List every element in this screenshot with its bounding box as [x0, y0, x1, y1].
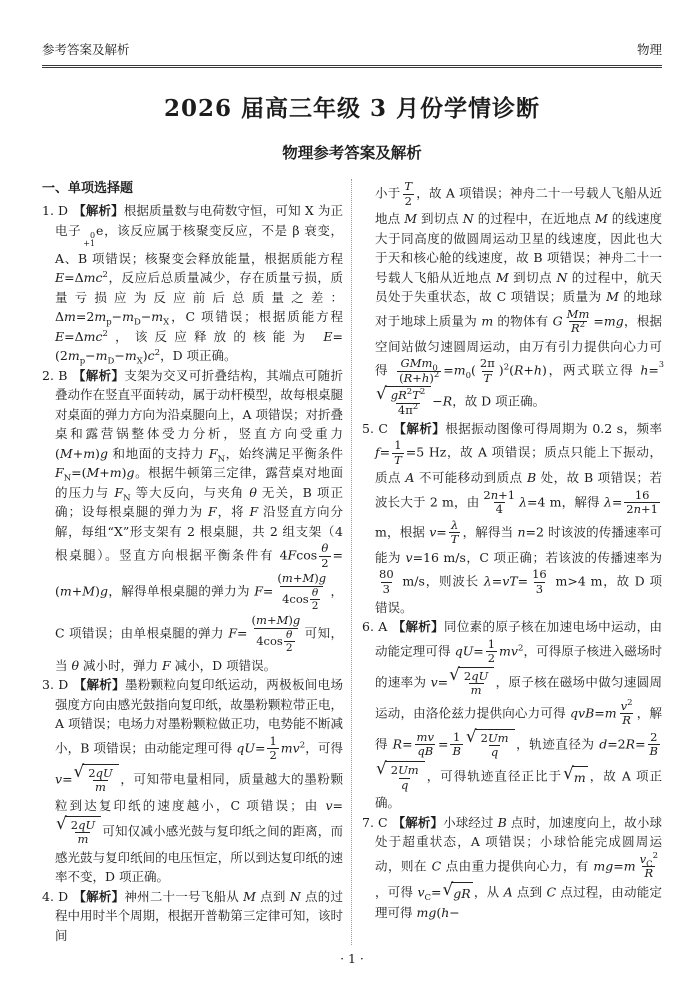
item-number: 7. C	[362, 814, 388, 830]
item-number: 1. D	[42, 203, 69, 219]
answer-item: 1. D 【解析】根据质量数与电荷数守恒，可知 X 为正电子 0 +1 e，该反应属于核聚变反应，不是 β 衰变，A、B 项错误；核聚变会释放能量，根据质能方程 E=Δmc$^2$，反应后总质量减少，存在质量亏损，质量亏损应为反应前后总质量之差：$\Delta m=2m_p-m_D-m_X$，C 项错误；根据质能方程 E=Δmc$^2$，该反应释放的核能为 $E=(2m_p-m_D-m_X)c^2$，D 项正确。	[42, 203, 343, 367]
answer-item: 5. C 【解析】根据振动图像可得周期为 0.2 s，频率 f= $\frac{1}{T}$ =5 Hz，故 A 项错误；质点只能上下振动，质点 A 不可能移动到质点 B 处，故 B 项错误；若波长大于 2 m，由 $\frac{2n+1}{4}$ λ=4 m，解得 λ= $\frac{16}{2n+1}$ m，根据 v= $\frac{\lambda}{T}$ ，解得当 n=2 时该波的传播速率可能为 v=16 m/s，C 项正确；若该波的传播速率为 $\frac{80}{3}$ m/s，则波长 λ=vT= $\frac{16}{3}$ m>4 m，故 D 项错误。	[362, 420, 662, 615]
page-subtitle: 物理参考答案及解析	[282, 144, 422, 162]
answer-item: 4. D 【解析】神州二十一号飞船从 M 点到 N 点的过程中用时半个周期，根据开普勒第三定律可知，该时间	[42, 888, 343, 943]
header-double-rule	[42, 65, 662, 68]
answers-left-column	[42, 179, 352, 945]
page-title: 2026 届高三年级 3 月份学情诊断	[163, 95, 541, 122]
header-right-label: 物理	[636, 42, 662, 57]
answer-item: 6. A 【解析】同位素的原子核在加速电场中运动，由动能定理可得 qU= $\frac{1}{2}$ $mv^2$，可得原子核进入磁场时的速率为 v= √ 2qU m ，原子核在磁场中做匀速圆周运动，由洛伦兹力提供向心力可得 qvB=m $\frac{v^2}{R}$ ，解得 R= $\frac{mv}{qB}$ = $\frac{1}{B}$ √ 2Um q ，轨迹直径为 d=2R= $\frac{2}{B}$ √ 2Um q ，可得轨迹直径正比于 √ m ，故 A 项正确。	[362, 617, 662, 813]
answer-item: 3. D 【解析】墨粉颗粒向复印纸运动，两极板间电场强度方向由感光鼓指向复印纸，故墨粉颗粒带正电，A 项错误；电场力对墨粉颗粒做正功，电势能不断减小，B 项错误；由动能定理可得 qU= $\frac{1}{2}$ $mv^2$，可得 v= √ 2qU m ，可知带电量相同，质量越大的墨粉颗粒到达复印纸的速度越小，C 项错误；由 v= √ 2qU m 可知仅减小感光鼓与复印纸之间的距离，而感光鼓与复印纸间的电压恒定，所以到达复印纸的速率不变，D 项正确。	[42, 675, 343, 886]
page-header	[42, 40, 662, 58]
item-number: 6. A	[362, 619, 388, 634]
answer-item: 小于 $\frac{T}{2}$ ，故 A 项错误；神舟二十一号载人飞船从近地点 M 到切点 N 的过程中，在近地点 M 的线速度大于同高度的做圆周运动卫星的线速度，因此也大于天和核心舱的线速度，故 B 项错误；神舟二十一号载人飞船从近地点 M 到切点 N 的过程中，航天员处于失重状态，故 C 项错误；质量为 M 的地球对于地球上质量为 m 的物体有 G $\frac{Mm}{R^2}$ =mg，根据空间站做匀速圆周运动，由万有引力提供向心力可得 GMm$_0$ $(R+h)^2$ $=m_0$( $\frac{2\pi}{T}$ )$^2$(R+h)，两式联立得 h=$^3$ √ $gR^2T^2$ $4\pi^2$ −R，故 D 项正确。	[362, 179, 662, 419]
item-number: 5. C	[362, 420, 388, 436]
answer-item: 7. C 【解析】小球经过 B 点时，加速度向上，故小球处于超重状态，A 项错误；小球恰能完成圆周运动，则在 C 点由重力提供向心力，有 mg=m $\frac{v_C^2}{R}$ ，可得 $v_C=$ √ gR ，从 A 点到 C 点过程，由动能定理可得 mg(h−	[362, 813, 662, 923]
item-number: 4. D	[42, 888, 69, 904]
answers-right-column	[352, 179, 662, 945]
answer-item: 2. B 【解析】支架为交叉可折叠结构，其端点可随折叠动作在竖直平面转动，属于动杆模型，故每根桌腿对桌面的弹力方向为沿桌腿向上，A 项错误；对折叠桌和露营锅整体受力分析，竖直方向受重力 (M+m)g 和地面的支持力 $F_N$，始终满足平衡条件 $F_N=(M+m)g$。根据牛顿第三定律，露营桌对地面的压力与 $F_N$ 等大反向，与夹角 θ 无关，B 项正确；设每根桌腿的弹力为 F，将 F 沿竖直方向分解，每组“X”形支架有 2 根桌腿，共 2 组支架（4 根桌腿）。竖直方向根据平衡条件有 4Fcos $\frac{\theta}{2}$ =(m+M)g，解得单根桌腿的弹力为 F= (m+M)g 4cos $\frac{\theta}{2}$ ，C 项错误；由单根桌腿的弹力 F= (m+M)g 4cos $\frac{\theta}{2}$ 可知，当 θ 减小时，弹力 F 减小，D 项错误。	[42, 367, 344, 673]
right-items	[362, 179, 662, 923]
page-number: · 1 ·	[340, 951, 364, 967]
item-number: 3. D	[42, 677, 69, 693]
answer-columns	[42, 179, 662, 945]
item-number: 2. B	[42, 367, 68, 383]
section-heading: 一、单项选择题	[42, 181, 134, 196]
left-items	[42, 201, 343, 945]
header-left-label: 参考答案及解析	[42, 42, 130, 57]
